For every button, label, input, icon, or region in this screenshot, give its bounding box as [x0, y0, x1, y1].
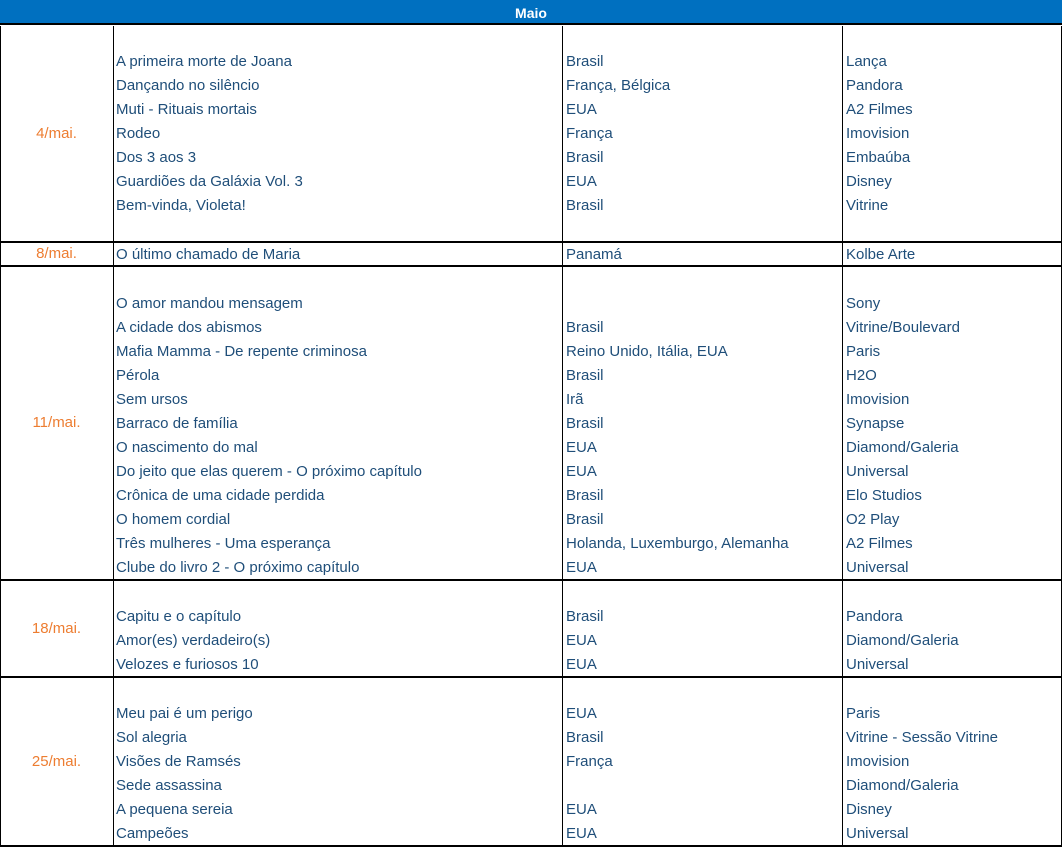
column-divider	[842, 267, 843, 579]
movie-distributor: Diamond/Galeria	[846, 439, 959, 456]
movie-title: O último chamado de Maria	[116, 246, 301, 263]
movie-country: Reino Unido, Itália, EUA	[566, 343, 728, 360]
movie-country: Brasil	[566, 197, 604, 214]
movie-title: Três mulheres - Uma esperança	[116, 535, 331, 552]
movie-country: Panamá	[566, 246, 622, 263]
movie-distributor: Disney	[846, 173, 892, 190]
release-date: 11/mai.	[32, 414, 81, 431]
movie-distributor: Imovision	[846, 391, 910, 408]
movie-title: A pequena sereia	[116, 801, 233, 818]
movie-distributor: A2 Filmes	[846, 101, 913, 118]
movie-title: Mafia Mamma - De repente criminosa	[116, 343, 367, 360]
release-date: 4/mai.	[36, 124, 77, 142]
column-divider	[113, 26, 114, 241]
movie-distributor: Pandora	[846, 608, 903, 625]
movie-country: EUA	[566, 173, 597, 190]
movie-title: Clube do livro 2 - O próximo capítulo	[116, 559, 360, 576]
movie-country: EUA	[566, 801, 597, 818]
movie-distributor: Disney	[846, 801, 892, 818]
movie-distributor: Vitrine	[846, 197, 889, 214]
movie-title: Velozes e furiosos 10	[116, 656, 259, 673]
movie-distributor: Diamond/Galeria	[846, 632, 959, 649]
movie-country: EUA	[566, 101, 597, 118]
column-divider	[842, 678, 843, 845]
movie-country: EUA	[566, 825, 597, 842]
column-divider	[113, 243, 114, 265]
movie-distributor: Diamond/Galeria	[846, 777, 959, 794]
column-divider	[562, 26, 563, 241]
movie-title: Amor(es) verdadeiro(s)	[116, 632, 271, 649]
column-divider	[562, 678, 563, 845]
movie-title: Rodeo	[116, 125, 161, 142]
movie-distributor: Vitrine - Sessão Vitrine	[846, 729, 999, 746]
movie-distributor: Universal	[846, 559, 909, 576]
movie-country: EUA	[566, 656, 597, 673]
release-date: 25/mai.	[31, 752, 82, 770]
movie-country: França	[566, 753, 613, 770]
movie-distributor: Imovision	[846, 125, 910, 142]
movie-country: Brasil	[566, 149, 604, 166]
movie-distributor: Universal	[846, 825, 909, 842]
column-divider	[562, 581, 563, 676]
movie-title: Dançando no silêncio	[116, 77, 260, 94]
movie-title: Muti - Rituais mortais	[116, 101, 257, 118]
movie-country: Brasil	[566, 319, 604, 336]
column-divider	[562, 243, 563, 265]
movie-country: Brasil	[566, 487, 604, 504]
date-group	[0, 267, 1062, 581]
movie-country: Brasil	[566, 367, 604, 384]
movie-country: Brasil	[566, 729, 604, 746]
movie-distributor: Vitrine/Boulevard	[846, 319, 960, 336]
movie-title: Sem ursos	[116, 391, 188, 408]
movie-distributor: Embaúba	[846, 149, 911, 166]
date-group	[0, 26, 1062, 243]
movie-title: Dos 3 aos 3	[116, 149, 197, 166]
movie-title: Barraco de família	[116, 415, 238, 432]
movie-title: Crônica de uma cidade perdida	[116, 487, 325, 504]
movie-title: O nascimento do mal	[116, 439, 258, 456]
movie-distributor: Pandora	[846, 77, 903, 94]
movie-distributor: O2 Play	[846, 511, 900, 528]
movie-distributor: Paris	[846, 705, 881, 722]
movie-title: A cidade dos abismos	[116, 319, 262, 336]
month-header: Maio	[0, 0, 1062, 25]
column-divider	[842, 26, 843, 241]
movie-distributor: Imovision	[846, 753, 910, 770]
movie-distributor: Universal	[846, 656, 909, 673]
release-date: 8/mai.	[36, 245, 77, 262]
movie-title: Do jeito que elas querem - O próximo capítulo	[116, 463, 422, 480]
movie-title: Campeões	[116, 825, 189, 842]
movie-title: Sede assassina	[116, 777, 222, 794]
movie-country: EUA	[566, 439, 597, 456]
movie-title: O homem cordial	[116, 511, 231, 528]
column-divider	[562, 267, 563, 579]
movie-title: Bem-vinda, Violeta!	[116, 197, 246, 214]
movie-distributor: Kolbe Arte	[846, 246, 916, 263]
movie-country: EUA	[566, 705, 597, 722]
movie-country: Brasil	[566, 511, 604, 528]
movie-country: EUA	[566, 463, 597, 480]
movie-title: Meu pai é um perigo	[116, 705, 253, 722]
movie-distributor: A2 Filmes	[846, 535, 913, 552]
movie-country: Brasil	[566, 608, 604, 625]
movie-distributor: Synapse	[846, 415, 905, 432]
movie-distributor: Elo Studios	[846, 487, 922, 504]
movie-distributor: Paris	[846, 343, 881, 360]
column-divider	[113, 267, 114, 579]
movie-country: EUA	[566, 559, 597, 576]
movie-country: Brasil	[566, 53, 604, 70]
movie-distributor: Sony	[846, 295, 881, 312]
column-divider	[842, 581, 843, 676]
movie-country: França	[566, 125, 613, 142]
column-divider	[842, 243, 843, 265]
date-group	[0, 243, 1062, 267]
movie-title: Pérola	[116, 367, 160, 384]
movie-title: Visões de Ramsés	[116, 753, 241, 770]
movie-country: Irã	[566, 391, 584, 408]
column-divider	[113, 678, 114, 845]
movie-country: França, Bélgica	[566, 77, 671, 94]
movie-country: Holanda, Luxemburgo, Alemanha	[566, 535, 789, 552]
movie-title: Sol alegria	[116, 729, 187, 746]
movie-title: O amor mandou mensagem	[116, 295, 303, 312]
movie-country: EUA	[566, 632, 597, 649]
date-group	[0, 581, 1062, 678]
movie-distributor: H2O	[846, 367, 877, 384]
column-divider	[113, 581, 114, 676]
movie-country: Brasil	[566, 415, 604, 432]
movie-title: Guardiões da Galáxia Vol. 3	[116, 173, 303, 190]
date-group	[0, 678, 1062, 847]
release-date: 18/mai.	[31, 619, 82, 637]
movie-distributor: Universal	[846, 463, 909, 480]
movie-title: Capitu e o capítulo	[116, 608, 242, 625]
movie-title: A primeira morte de Joana	[116, 53, 292, 70]
movie-distributor: Lança	[846, 53, 887, 70]
